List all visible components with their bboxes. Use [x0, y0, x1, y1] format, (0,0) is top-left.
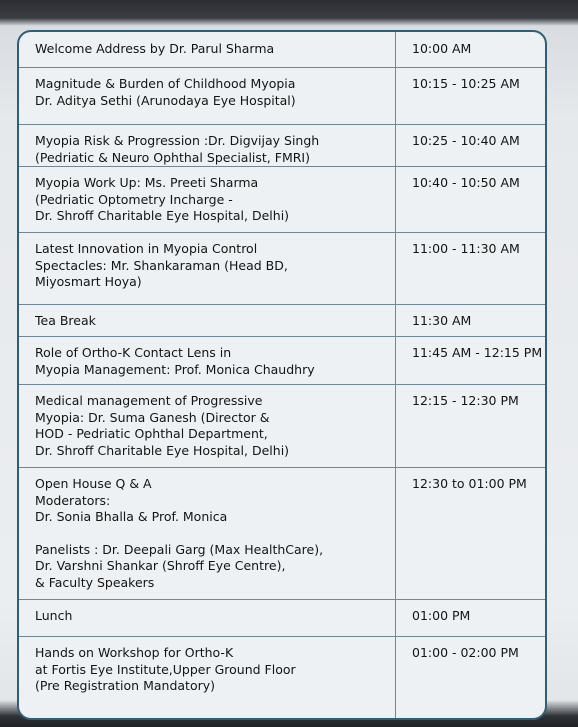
- session-description: [35, 76, 385, 109]
- session-text-line: Myopia: Dr. Suma Ganesh (Director &: [35, 409, 270, 425]
- session-text-line: Myopia Management: Prof. Monica Chaudhry: [35, 361, 315, 377]
- session-time: 10:00 AM: [412, 41, 472, 56]
- session-text-line: Spectacles: Mr. Shankaraman (Head BD,: [35, 257, 288, 273]
- session-time: 01:00 PM: [412, 608, 471, 623]
- session-description: [35, 345, 385, 378]
- row-divider: [19, 384, 545, 385]
- row-divider: [19, 304, 545, 305]
- session-text-line: Medical management of Progressive: [35, 393, 263, 408]
- session-text-line: (Pedriatic & Neuro Ophthal Specialist, FMRI): [35, 149, 310, 165]
- session-text-line: Open House Q & A: [35, 476, 152, 491]
- session-text-line: Myopia Risk & Progression :Dr. Digvijay Singh: [35, 133, 320, 148]
- session-text-line: Role of Ortho-K Contact Lens in: [35, 345, 232, 360]
- session-text-line: (Pre Registration Mandatory): [35, 678, 215, 693]
- session-text-line: HOD - Pedriatic Ophthal Department,: [35, 426, 268, 441]
- session-time: 11:30 AM: [412, 313, 472, 328]
- session-text-line: Dr. Sonia Bhalla & Prof. Monica: [35, 509, 228, 524]
- session-description: [35, 241, 385, 291]
- row-divider: [19, 599, 545, 600]
- row-divider: [19, 232, 545, 233]
- session-text-line: Dr. Shroff Charitable Eye Hospital, Delhi): [35, 208, 290, 223]
- session-description: [35, 608, 385, 625]
- session-text-line: Moderators:: [35, 492, 111, 508]
- session-description: [35, 41, 385, 58]
- row-divider: [19, 67, 545, 68]
- row-divider: [19, 336, 545, 337]
- session-text-line: Dr. Aditya Sethi (Arunodaya Eye Hospital): [35, 92, 296, 108]
- session-text-line: Dr. Varshni Shankar (Shroff Eye Centre),: [35, 558, 286, 573]
- session-time: 12:15 - 12:30 PM: [412, 393, 519, 408]
- row-divider: [19, 636, 545, 637]
- schedule-table: [17, 30, 547, 720]
- row-divider: [19, 467, 545, 468]
- session-time: 10:15 - 10:25 AM: [412, 76, 520, 91]
- session-text-line: Hands on Workshop for Ortho-K: [35, 645, 234, 660]
- row-divider: [19, 124, 545, 125]
- session-text-line: Magnitude & Burden of Childhood Myopia: [35, 76, 296, 91]
- session-description: [35, 175, 385, 225]
- session-description: [35, 645, 385, 695]
- session-description: [35, 313, 385, 330]
- session-text-line: Panelists : Dr. Deepali Garg (Max HealthCare),: [35, 541, 324, 557]
- session-description: [35, 393, 385, 459]
- session-text-line: Myopia Work Up: Ms. Preeti Sharma: [35, 175, 259, 190]
- session-text-line: Lunch: [35, 608, 73, 623]
- session-time: 10:25 - 10:40 AM: [412, 133, 520, 148]
- session-text-line: Latest Innovation in Myopia Control: [35, 241, 258, 256]
- session-description: [35, 476, 385, 591]
- session-time: 01:00 - 02:00 PM: [412, 645, 519, 660]
- session-time: 12:30 to 01:00 PM: [412, 476, 527, 491]
- session-text-line: Miyosmart Hoya): [35, 274, 142, 289]
- session-description: [35, 133, 385, 166]
- session-text-line: (Pedriatic Optometry Incharge -: [35, 191, 233, 207]
- session-time: 11:45 AM - 12:15 PM: [412, 345, 543, 360]
- session-text-line: & Faculty Speakers: [35, 574, 155, 590]
- session-text-line: Welcome Address by Dr. Parul Sharma: [35, 41, 275, 56]
- session-text-line: Dr. Shroff Charitable Eye Hospital, Delhi): [35, 442, 290, 458]
- session-text-line: at Fortis Eye Institute,Upper Ground Floor: [35, 661, 296, 677]
- session-text-line: [35, 526, 385, 542]
- session-text-line: Tea Break: [35, 313, 96, 328]
- session-time: 10:40 - 10:50 AM: [412, 175, 520, 190]
- session-time: 11:00 - 11:30 AM: [412, 241, 520, 256]
- row-divider: [19, 166, 545, 167]
- column-divider: [395, 32, 396, 718]
